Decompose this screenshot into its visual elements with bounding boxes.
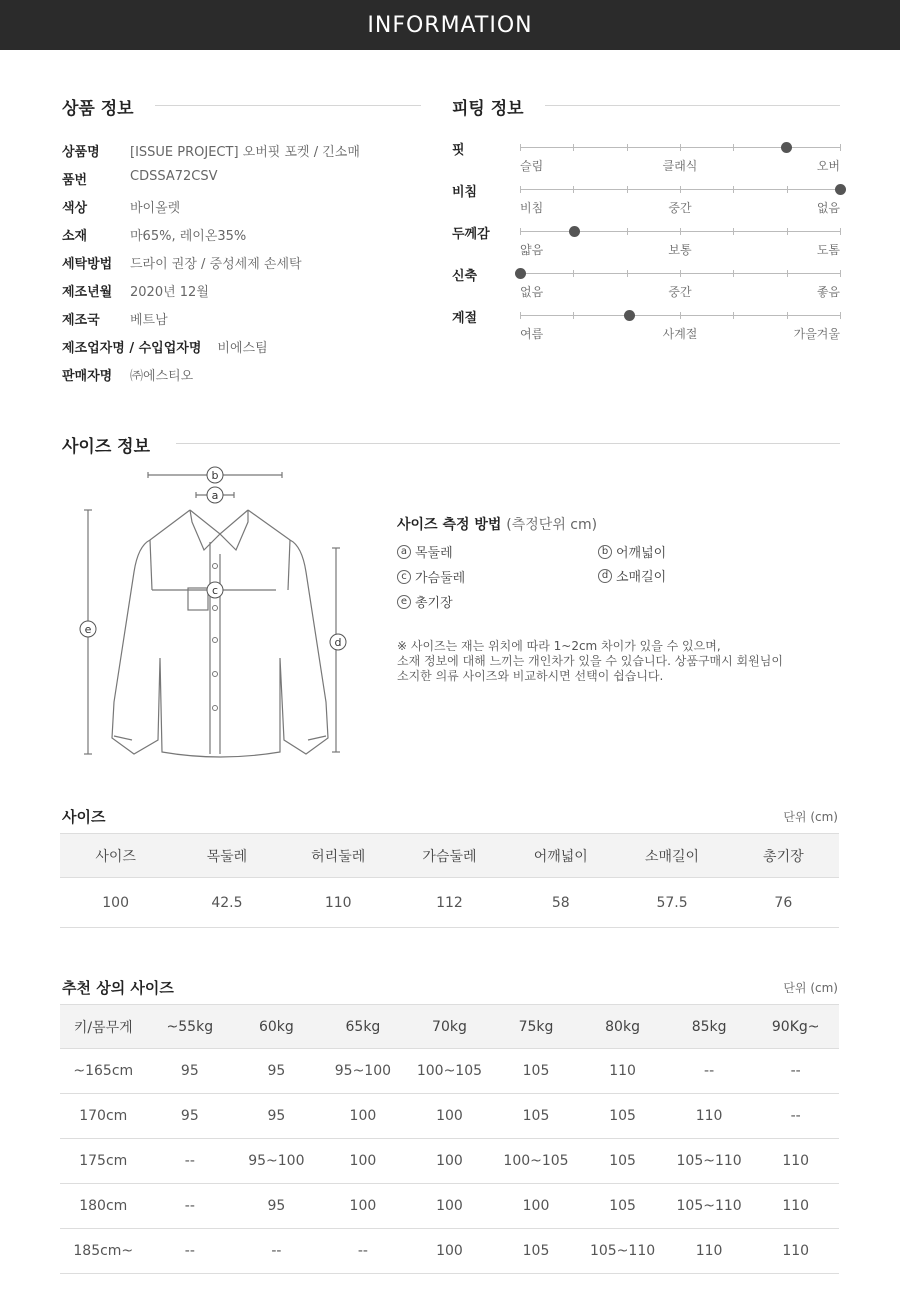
table-cell: 110 bbox=[752, 1229, 839, 1274]
fit-scale-track bbox=[520, 189, 840, 215]
table-cell: 95 bbox=[147, 1094, 234, 1139]
table-header-row bbox=[60, 834, 839, 878]
table-row bbox=[60, 1094, 839, 1139]
fit-tick bbox=[680, 228, 681, 235]
size-table-unit: 단위 (cm) bbox=[783, 810, 838, 824]
legend-mark-icon: e bbox=[397, 595, 411, 609]
info-label: 세탁방법 bbox=[62, 257, 113, 272]
table-cell: -- bbox=[320, 1229, 407, 1274]
fit-mid-label: 보통 bbox=[668, 243, 692, 257]
fit-tick bbox=[733, 186, 734, 193]
table-cell: 95~100 bbox=[233, 1139, 320, 1184]
table-cell: 42.5 bbox=[171, 878, 282, 928]
column-header: 90Kg~ bbox=[752, 1005, 839, 1049]
fit-tick bbox=[520, 228, 521, 235]
mark-e: e bbox=[84, 623, 92, 636]
column-header: 사이즈 bbox=[60, 834, 171, 878]
table-cell: 110 bbox=[752, 1139, 839, 1184]
fit-label: 두께감 bbox=[452, 227, 490, 242]
table-cell: -- bbox=[752, 1094, 839, 1139]
table-cell: -- bbox=[147, 1139, 234, 1184]
fit-tick bbox=[520, 144, 521, 151]
product-info-row bbox=[62, 281, 209, 299]
table-cell: 57.5 bbox=[616, 878, 727, 928]
fit-tick bbox=[573, 270, 574, 277]
product-info-row bbox=[62, 141, 360, 159]
fit-tick bbox=[680, 270, 681, 277]
mark-b: b bbox=[211, 469, 219, 482]
fit-tick bbox=[520, 312, 521, 319]
info-label: 판매자명 bbox=[62, 369, 113, 384]
legend-item-b bbox=[598, 542, 666, 561]
column-header: 어깨넓이 bbox=[505, 834, 616, 878]
table-cell: 100 bbox=[60, 878, 171, 928]
fit-tick bbox=[840, 144, 841, 151]
fit-tick bbox=[573, 186, 574, 193]
mark-d: d bbox=[334, 636, 342, 649]
fit-label: 신축 bbox=[452, 269, 478, 284]
table-cell: 95 bbox=[233, 1049, 320, 1094]
column-header: 소매길이 bbox=[616, 834, 727, 878]
table-cell: 105~110 bbox=[666, 1184, 753, 1229]
fit-level-dot bbox=[624, 310, 635, 321]
fit-right-label: 오버 bbox=[816, 159, 840, 173]
table-cell: 170cm bbox=[60, 1094, 147, 1139]
size-info-title: 사이즈 정보 bbox=[62, 437, 151, 457]
table-cell: 100 bbox=[406, 1094, 493, 1139]
column-header: 85kg bbox=[666, 1005, 753, 1049]
fit-tick bbox=[573, 312, 574, 319]
fit-tick bbox=[627, 186, 628, 193]
column-header: 허리둘레 bbox=[283, 834, 394, 878]
recommend-table-title: 추천 상의 사이즈 bbox=[62, 979, 174, 997]
column-header: 80kg bbox=[579, 1005, 666, 1049]
fit-left-label: 얇음 bbox=[520, 243, 544, 257]
table-cell: 58 bbox=[505, 878, 616, 928]
table-cell: -- bbox=[233, 1229, 320, 1274]
table-cell: 100 bbox=[406, 1139, 493, 1184]
fit-tick bbox=[680, 186, 681, 193]
fit-tick bbox=[680, 144, 681, 151]
divider bbox=[545, 105, 840, 106]
information-header bbox=[0, 0, 900, 50]
table-cell: -- bbox=[147, 1184, 234, 1229]
legend-label: 목둘레 bbox=[415, 546, 453, 561]
product-info-row bbox=[62, 225, 246, 243]
legend-item-c bbox=[397, 567, 465, 586]
fit-tick bbox=[733, 270, 734, 277]
table-cell: 100 bbox=[320, 1094, 407, 1139]
table-cell: 110 bbox=[579, 1049, 666, 1094]
column-header: ~55kg bbox=[147, 1005, 234, 1049]
table-cell: 105 bbox=[579, 1139, 666, 1184]
recommend-table-unit: 단위 (cm) bbox=[783, 981, 838, 995]
shirt-measurement-diagram bbox=[70, 462, 370, 762]
column-header: 75kg bbox=[493, 1005, 580, 1049]
info-value: ㈜에스티오 bbox=[130, 369, 194, 384]
table-cell: 100 bbox=[493, 1184, 580, 1229]
fit-mid-label: 중간 bbox=[668, 201, 692, 215]
fit-tick bbox=[840, 228, 841, 235]
divider bbox=[155, 105, 421, 106]
recommend-size-table bbox=[60, 1004, 839, 1274]
fit-tick bbox=[733, 312, 734, 319]
size-table bbox=[60, 833, 839, 928]
table-cell: 185cm~ bbox=[60, 1229, 147, 1274]
fit-tick bbox=[627, 144, 628, 151]
measure-method-label: 사이즈 측정 방법 bbox=[397, 517, 502, 533]
measure-unit: (측정단위 cm) bbox=[506, 517, 598, 533]
info-label: 상품명 bbox=[62, 145, 100, 160]
size-table-title: 사이즈 bbox=[62, 808, 106, 826]
fit-scale-track bbox=[520, 147, 840, 173]
info-label: 제조업자명 / 수입업자명 bbox=[62, 341, 202, 356]
note-line: 소재 정보에 대해 느끼는 개인차가 있을 수 있습니다. 상품구매시 회원님이 bbox=[397, 654, 783, 668]
fit-tick bbox=[840, 270, 841, 277]
legend-label: 가슴둘레 bbox=[415, 571, 466, 586]
fit-tick bbox=[733, 228, 734, 235]
product-info-title: 상품 정보 bbox=[62, 99, 134, 119]
table-cell: 110 bbox=[666, 1094, 753, 1139]
info-value: 베트남 bbox=[130, 313, 168, 328]
table-cell: 100~105 bbox=[493, 1139, 580, 1184]
table-cell: 95~100 bbox=[320, 1049, 407, 1094]
fit-info-title: 피팅 정보 bbox=[452, 99, 524, 119]
fit-label: 비침 bbox=[452, 185, 478, 200]
product-info-row bbox=[62, 197, 180, 215]
product-info-row bbox=[62, 309, 168, 327]
fit-scale-track bbox=[520, 273, 840, 299]
info-value: 바이올렛 bbox=[130, 201, 181, 216]
table-cell: ~165cm bbox=[60, 1049, 147, 1094]
legend-mark-icon: b bbox=[598, 545, 612, 559]
table-cell: 105 bbox=[579, 1184, 666, 1229]
product-info-row bbox=[62, 169, 218, 187]
info-value: 드라이 권장 / 중성세제 손세탁 bbox=[130, 257, 302, 272]
fit-scale-track bbox=[520, 231, 840, 257]
fit-right-label: 없음 bbox=[816, 201, 840, 215]
mark-a: a bbox=[211, 489, 219, 502]
header-title: INFORMATION bbox=[367, 12, 533, 38]
fit-tick bbox=[627, 270, 628, 277]
info-value: 2020년 12월 bbox=[130, 285, 209, 300]
info-label: 품번 bbox=[62, 173, 88, 188]
product-info-row bbox=[62, 365, 193, 383]
fit-level-dot bbox=[835, 184, 846, 195]
table-cell: 112 bbox=[394, 878, 505, 928]
table-row bbox=[60, 1229, 839, 1274]
legend-mark-icon: c bbox=[397, 570, 411, 584]
table-cell: 95 bbox=[147, 1049, 234, 1094]
legend-item-a bbox=[397, 542, 453, 561]
info-label: 제조국 bbox=[62, 313, 100, 328]
fit-right-label: 가을겨울 bbox=[793, 327, 840, 341]
legend-label: 소매길이 bbox=[616, 570, 667, 585]
fit-scale-track bbox=[520, 315, 840, 341]
table-row bbox=[60, 878, 839, 928]
fit-right-label: 도톰 bbox=[816, 243, 840, 257]
column-header: 65kg bbox=[320, 1005, 407, 1049]
table-cell: 110 bbox=[283, 878, 394, 928]
legend-item-d bbox=[598, 566, 666, 585]
legend-item-e bbox=[397, 592, 453, 611]
table-cell: 100~105 bbox=[406, 1049, 493, 1094]
table-cell: 100 bbox=[320, 1139, 407, 1184]
fit-tick bbox=[520, 186, 521, 193]
column-header: 목둘레 bbox=[171, 834, 282, 878]
product-info-row bbox=[62, 337, 268, 355]
note-line: ※ 사이즈는 재는 위치에 따라 1~2cm 차이가 있을 수 있으며, bbox=[397, 639, 721, 653]
divider bbox=[176, 443, 840, 444]
fit-mid-label: 사계절 bbox=[662, 327, 698, 341]
legend-mark-icon: a bbox=[397, 545, 411, 559]
column-header: 가슴둘레 bbox=[394, 834, 505, 878]
table-cell: 110 bbox=[666, 1229, 753, 1274]
column-header: 총기장 bbox=[728, 834, 839, 878]
fit-tick bbox=[680, 312, 681, 319]
table-cell: 76 bbox=[728, 878, 839, 928]
fit-tick bbox=[840, 312, 841, 319]
fit-left-label: 여름 bbox=[520, 327, 544, 341]
table-cell: 100 bbox=[406, 1229, 493, 1274]
table-cell: 175cm bbox=[60, 1139, 147, 1184]
table-cell: -- bbox=[666, 1049, 753, 1094]
fit-level-dot bbox=[781, 142, 792, 153]
column-header: 70kg bbox=[406, 1005, 493, 1049]
table-cell: -- bbox=[752, 1049, 839, 1094]
legend-mark-icon: d bbox=[598, 569, 612, 583]
table-cell: 110 bbox=[752, 1184, 839, 1229]
fit-tick bbox=[627, 228, 628, 235]
fit-mid-label: 중간 bbox=[668, 285, 692, 299]
fit-left-label: 없음 bbox=[520, 285, 544, 299]
fit-level-dot bbox=[515, 268, 526, 279]
fit-mid-label: 클래식 bbox=[662, 159, 698, 173]
fit-right-label: 좋음 bbox=[816, 285, 840, 299]
fit-level-dot bbox=[569, 226, 580, 237]
note-line: 소지한 의류 사이즈와 비교하시면 선택이 쉽습니다. bbox=[397, 669, 664, 683]
table-cell: 100 bbox=[320, 1184, 407, 1229]
fit-tick bbox=[787, 270, 788, 277]
mark-c: c bbox=[211, 584, 219, 597]
table-cell: 105 bbox=[493, 1229, 580, 1274]
table-cell: 95 bbox=[233, 1094, 320, 1139]
legend-label: 어깨넓이 bbox=[616, 546, 667, 561]
info-value: 마65%, 레이온35% bbox=[130, 229, 247, 244]
table-cell: 105 bbox=[493, 1094, 580, 1139]
fit-tick bbox=[787, 312, 788, 319]
fit-tick bbox=[573, 144, 574, 151]
legend-label: 총기장 bbox=[415, 596, 453, 611]
measure-method-title bbox=[397, 514, 597, 534]
fit-left-label: 슬림 bbox=[520, 159, 544, 173]
column-header: 키/몸무게 bbox=[60, 1005, 147, 1049]
fit-label: 계절 bbox=[452, 311, 478, 326]
table-cell: 105~110 bbox=[666, 1139, 753, 1184]
table-row bbox=[60, 1184, 839, 1229]
info-label: 색상 bbox=[62, 201, 88, 216]
table-cell: 95 bbox=[233, 1184, 320, 1229]
table-cell: 180cm bbox=[60, 1184, 147, 1229]
info-value: CDSSA72CSV bbox=[130, 169, 218, 184]
fit-tick bbox=[787, 186, 788, 193]
info-label: 제조년월 bbox=[62, 285, 113, 300]
table-row bbox=[60, 1139, 839, 1184]
table-header-row bbox=[60, 1005, 839, 1049]
info-value: [ISSUE PROJECT] 오버핏 포켓 / 긴소매 bbox=[130, 145, 360, 160]
column-header: 60kg bbox=[233, 1005, 320, 1049]
fit-tick bbox=[787, 228, 788, 235]
product-info-row bbox=[62, 253, 302, 271]
table-cell: 105~110 bbox=[579, 1229, 666, 1274]
table-cell: 105 bbox=[579, 1094, 666, 1139]
fit-tick bbox=[733, 144, 734, 151]
table-cell: 100 bbox=[406, 1184, 493, 1229]
info-label: 소재 bbox=[62, 229, 88, 244]
table-row bbox=[60, 1049, 839, 1094]
table-cell: 105 bbox=[493, 1049, 580, 1094]
table-cell: -- bbox=[147, 1229, 234, 1274]
fit-label: 핏 bbox=[452, 143, 465, 158]
info-value: 비에스팀 bbox=[217, 341, 268, 356]
fit-left-label: 비침 bbox=[520, 201, 544, 215]
